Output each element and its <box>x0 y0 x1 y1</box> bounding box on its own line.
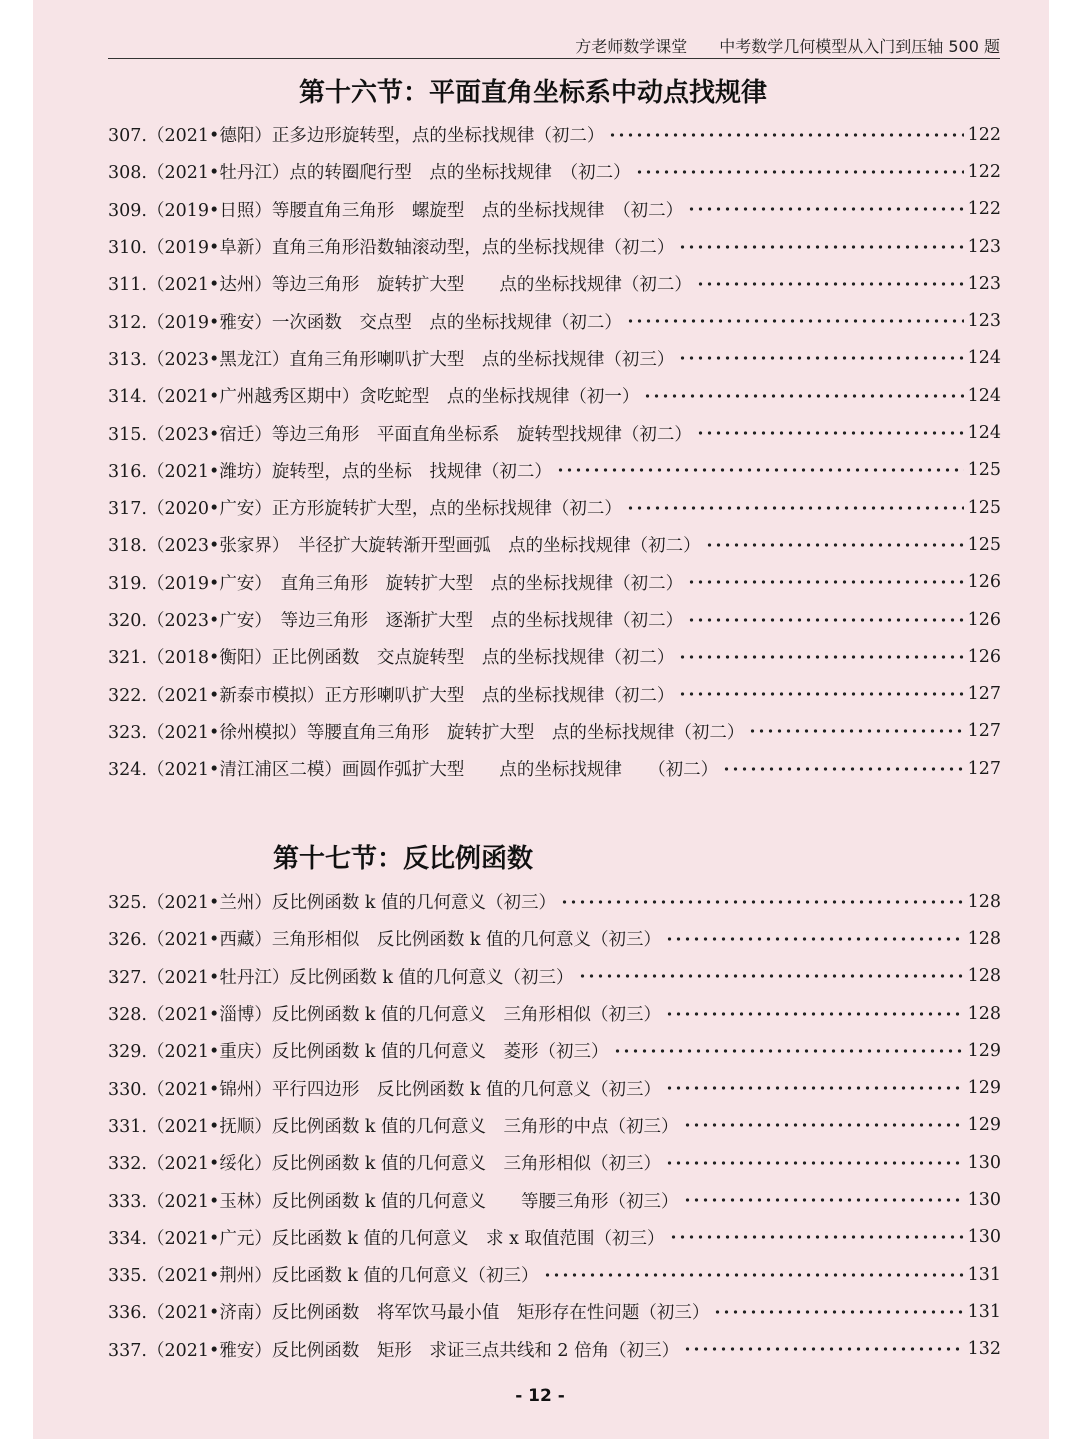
toc-entry-title: 320.（2023•广安） 等边三角形 逐渐扩大型 点的坐标找规律（初二） <box>108 611 684 631</box>
toc-entry-page: 124 <box>967 348 1001 369</box>
toc-entry-title: 315.（2023•宿迁）等边三角形 平面直角坐标系 旋转型找规律（初二） <box>108 424 692 445</box>
dot-leader <box>678 244 963 250</box>
toc-entry-title: 333.（2021•玉林）反比例函数 k 值的几何意义 等腰三角形（初三） <box>108 1191 679 1212</box>
dot-leader <box>556 467 964 473</box>
section-title-17: 第十七节：反比例函数 <box>273 844 534 874</box>
toc-entry[interactable] <box>108 1032 1001 1069</box>
dot-leader <box>713 1309 963 1315</box>
toc-entry-page: 127 <box>967 758 1001 779</box>
toc-entry-page: 129 <box>967 1078 1001 1099</box>
toc-entry-page: 127 <box>967 684 1001 705</box>
toc-entry[interactable] <box>108 958 1001 995</box>
toc-entry-page: 125 <box>967 497 1001 518</box>
toc-entry-title: 334.（2021•广元）反比函数 k 值的几何意义 求 x 取值范围（初三） <box>108 1228 665 1249</box>
toc-entry[interactable] <box>108 1181 1001 1218</box>
toc-entry-title: 311.（2021•达州）等边三角形 旋转扩大型 点的坐标找规律（初二） <box>108 275 692 296</box>
toc-entry[interactable] <box>108 1144 1001 1181</box>
dot-leader <box>578 973 964 979</box>
toc-entry-page: 130 <box>967 1190 1001 1211</box>
toc-entry-page: 129 <box>967 1115 1001 1136</box>
toc-entry[interactable] <box>108 713 1001 750</box>
dot-leader <box>696 430 964 436</box>
toc-entry[interactable] <box>108 1069 1001 1106</box>
toc-entry-title: 307.（2021•德阳）正多边形旋转型，点的坐标找规律（初二） <box>108 126 605 147</box>
toc-entry[interactable] <box>108 302 1001 339</box>
toc-entry-title: 318.（2023•张家界） 半径扩大旋转渐开型画弧 点的坐标找规律（初二） <box>108 536 701 557</box>
page-number: - 12 - <box>515 1386 565 1406</box>
toc-entry[interactable] <box>108 191 1001 228</box>
toc-entry[interactable] <box>108 995 1001 1032</box>
toc-entry[interactable] <box>108 1256 1001 1293</box>
dot-leader <box>665 1160 964 1166</box>
toc-entry-page: 122 <box>967 124 1001 145</box>
toc-list-section-16 <box>108 116 1001 787</box>
toc-list-section-17 <box>108 883 1001 1368</box>
toc-entry-title: 332.（2021•绥化）反比例函数 k 值的几何意义 三角形相似（初三） <box>108 1154 662 1175</box>
toc-entry[interactable] <box>108 1331 1001 1368</box>
toc-entry-page: 122 <box>967 161 1001 182</box>
toc-entry-page: 129 <box>967 1040 1001 1061</box>
dot-leader <box>635 169 964 175</box>
toc-entry-page: 123 <box>967 236 1001 257</box>
dot-leader <box>687 206 964 212</box>
dot-leader <box>687 579 964 585</box>
toc-entry[interactable] <box>108 675 1001 712</box>
toc-entry[interactable] <box>108 489 1001 526</box>
toc-entry[interactable] <box>108 526 1001 563</box>
dot-leader <box>560 899 964 905</box>
toc-entry-page: 128 <box>967 1003 1001 1024</box>
dot-leader <box>543 1272 964 1278</box>
dot-leader <box>705 542 964 548</box>
toc-entry-page: 125 <box>967 460 1001 481</box>
toc-entry-page: 126 <box>967 609 1001 630</box>
toc-entry-title: 309.（2019•日照）等腰直角三角形 螺旋型 点的坐标找规律 （初二） <box>108 200 684 221</box>
toc-entry-page: 123 <box>967 311 1001 332</box>
toc-entry-title: 335.（2021•荆州）反比函数 k 值的几何意义（初三） <box>108 1266 539 1287</box>
toc-entry-page: 127 <box>967 721 1001 742</box>
toc-entry-title: 321.（2018•衡阳）正比例函数 交点旋转型 点的坐标找规律（初二） <box>108 648 675 669</box>
dot-leader <box>687 617 964 623</box>
toc-entry-title: 313.（2023•黑龙江）直角三角形喇叭扩大型 点的坐标找规律（初三） <box>108 349 675 370</box>
dot-leader <box>626 505 964 511</box>
toc-entry-page: 128 <box>967 966 1001 987</box>
toc-entry[interactable] <box>108 116 1001 153</box>
dot-leader <box>643 393 963 399</box>
toc-entry[interactable] <box>108 1219 1001 1256</box>
toc-entry-title: 312.（2019•雅安）一次函数 交点型 点的坐标找规律（初二） <box>108 312 622 333</box>
dot-leader <box>626 318 964 324</box>
toc-entry[interactable] <box>108 414 1001 451</box>
toc-entry-page: 126 <box>967 572 1001 593</box>
dot-leader <box>678 691 963 697</box>
toc-entry-page: 128 <box>967 928 1001 949</box>
toc-entry-page: 124 <box>967 385 1001 406</box>
dot-leader <box>613 1048 964 1054</box>
page-header <box>108 32 1000 59</box>
toc-entry-title: 337.（2021•雅安）反比例函数 矩形 求证三点共线和 2 倍角（初三） <box>108 1340 680 1361</box>
dot-leader <box>665 1085 964 1091</box>
dot-leader <box>678 654 963 660</box>
toc-entry[interactable] <box>108 1107 1001 1144</box>
toc-entry-page: 122 <box>967 199 1001 220</box>
toc-entry-page: 124 <box>967 423 1001 444</box>
toc-entry-title: 316.（2021•潍坊）旋转型，点的坐标 找规律（初二） <box>108 461 552 482</box>
toc-entry[interactable] <box>108 564 1001 601</box>
toc-entry-title: 322.（2021•新泰市模拟）正方形喇叭扩大型 点的坐标找规律（初二） <box>108 685 675 706</box>
toc-entry-title: 326.（2021•西藏）三角形相似 反比例函数 k 值的几何意义（初三） <box>108 930 662 951</box>
dot-leader <box>678 355 963 361</box>
dot-leader <box>683 1122 964 1128</box>
toc-entry[interactable] <box>108 1293 1001 1330</box>
toc-entry[interactable] <box>108 265 1001 302</box>
toc-entry-title: 308.（2021•牡丹江）点的转圈爬行型 点的坐标找规律 （初二） <box>108 163 631 184</box>
toc-entry-page: 128 <box>967 891 1001 912</box>
header-book-title: 中考数学几何模型从入门到压轴 500 题 <box>719 36 1000 56</box>
toc-entry-page: 131 <box>967 1301 1001 1322</box>
dot-leader <box>683 1346 964 1352</box>
dot-leader <box>683 1197 964 1203</box>
toc-entry-title: 323.（2021•徐州模拟）等腰直角三角形 旋转扩大型 点的坐标找规律（初二） <box>108 722 745 743</box>
header-author: 方老师数学课堂 <box>575 36 688 56</box>
dot-leader <box>608 132 963 138</box>
toc-entry-title: 317.（2020•广安）正方形旋转扩大型，点的坐标找规律（初二） <box>108 499 622 520</box>
dot-leader <box>665 1011 964 1017</box>
toc-entry-title: 325.（2021•兰州）反比例函数 k 值的几何意义（初三） <box>108 893 557 914</box>
toc-entry-title: 324.（2021•清江浦区二模）画圆作弧扩大型 点的坐标找规律 （初二） <box>108 760 719 781</box>
dot-leader <box>696 281 964 287</box>
dot-leader <box>665 936 964 942</box>
toc-entry[interactable] <box>108 920 1001 957</box>
toc-entry-page: 130 <box>967 1152 1001 1173</box>
toc-entry-page: 132 <box>967 1339 1001 1360</box>
toc-entry-page: 131 <box>967 1264 1001 1285</box>
toc-entry[interactable] <box>108 750 1001 787</box>
toc-entry-title: 310.（2019•阜新）直角三角形沿数轴滚动型，点的坐标找规律（初二） <box>108 238 675 259</box>
toc-entry-title: 330.（2021•锦州）平行四边形 反比例函数 k 值的几何意义（初三） <box>108 1079 662 1100</box>
toc-entry-page: 125 <box>967 534 1001 555</box>
dot-leader <box>748 728 963 734</box>
dot-leader <box>722 766 964 772</box>
toc-entry-title: 314.（2021•广州越秀区期中）贪吃蛇型 点的坐标找规律（初一） <box>108 387 640 408</box>
toc-entry[interactable] <box>108 452 1001 489</box>
toc-entry-title: 329.（2021•重庆）反比例函数 k 值的几何意义 菱形（初三） <box>108 1042 609 1063</box>
toc-entry[interactable] <box>108 601 1001 638</box>
toc-entry-page: 130 <box>967 1227 1001 1248</box>
section-title-16: 第十六节：平面直角坐标系中动点找规律 <box>299 78 768 108</box>
toc-entry[interactable] <box>108 377 1001 414</box>
toc-entry-title: 331.（2021•抚顺）反比例函数 k 值的几何意义 三角形的中点（初三） <box>108 1116 679 1137</box>
toc-entry[interactable] <box>108 228 1001 265</box>
toc-entry[interactable] <box>108 883 1001 920</box>
toc-entry-title: 319.（2019•广安） 直角三角形 旋转扩大型 点的坐标找规律（初二） <box>108 573 684 594</box>
toc-entry-title: 327.（2021•牡丹江）反比例函数 k 值的几何意义（初三） <box>108 967 574 988</box>
toc-entry-title: 328.（2021•淄博）反比例函数 k 值的几何意义 三角形相似（初三） <box>108 1005 662 1026</box>
toc-entry-page: 126 <box>967 646 1001 667</box>
toc-entry-title: 336.（2021•济南）反比例函数 将军饮马最小值 矩形存在性问题（初三） <box>108 1303 710 1324</box>
dot-leader <box>669 1234 964 1240</box>
toc-entry-page: 123 <box>967 273 1001 294</box>
toc-entry[interactable] <box>108 340 1001 377</box>
toc-entry[interactable] <box>108 638 1001 675</box>
toc-entry[interactable] <box>108 153 1001 190</box>
